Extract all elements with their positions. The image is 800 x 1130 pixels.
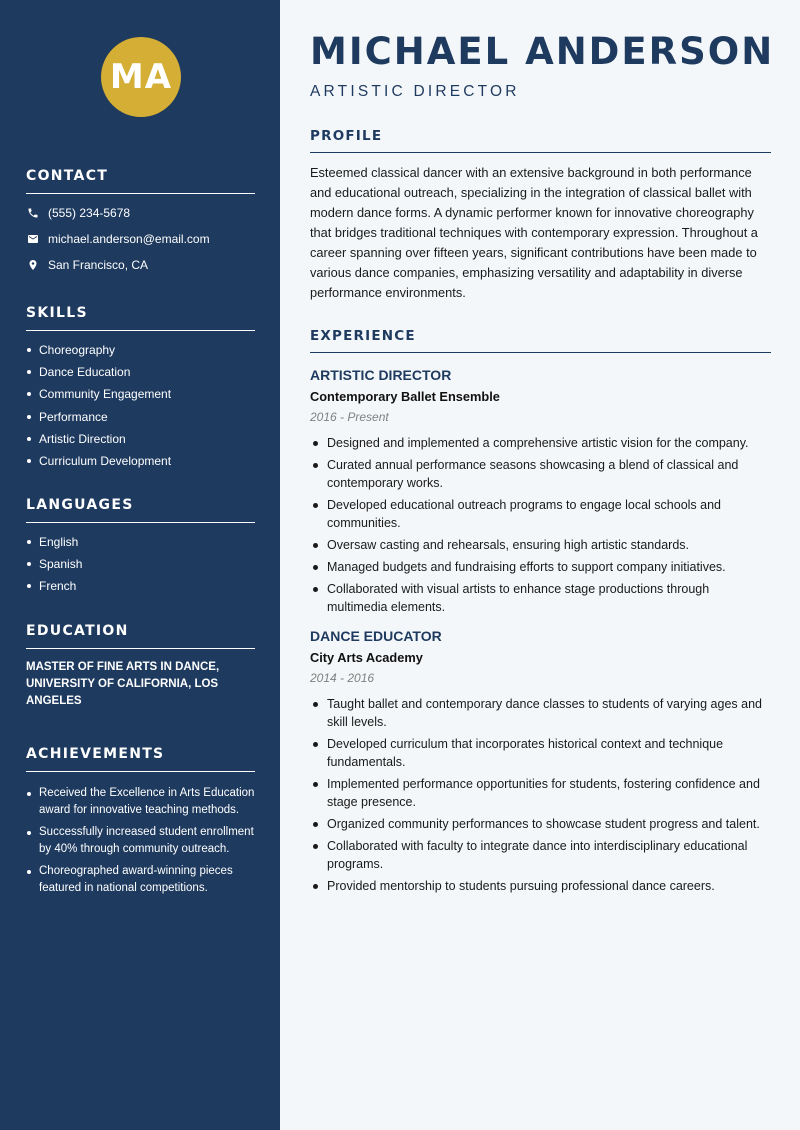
profile-title: PROFILE — [310, 128, 771, 153]
contact-email-text[interactable]: michael.anderson@email.com — [48, 232, 210, 246]
education-title: EDUCATION — [26, 623, 255, 649]
profile-text: Esteemed classical dancer with an extensive background in both performance and educational outreach, specializing in the integration of classical ballet with modern dance forms. A dynamic performer known for innovative choreography that bridges traditional techniques with contemporary expression. Throughout a career spanning over fifteen years, significant contributions have been made to various dance companies, emphasizing versatility and adaptability in diverse performance environments. — [310, 165, 758, 300]
avatar — [101, 37, 181, 117]
job-bullet: Designed and implemented a comprehensive artistic vision for the company. — [310, 434, 771, 452]
job-bullet: Implemented performance opportunities for students, fostering confidence and stage presence. — [310, 775, 771, 811]
contact-section — [26, 168, 255, 278]
job-entry — [310, 628, 771, 895]
job-dates: 2016 - Present — [310, 410, 389, 424]
achievements-list — [26, 785, 255, 897]
location-icon — [26, 258, 40, 272]
job-bullet: Curated annual performance seasons showcasing a blend of classical and contemporary works. — [310, 456, 771, 492]
job-title: ARTISTIC DIRECTOR — [310, 367, 452, 383]
education-degree: MASTER OF FINE ARTS IN DANCE, UNIVERSITY OF CALIFORNIA, LOS ANGELES — [26, 661, 220, 707]
languages-list — [26, 531, 255, 598]
job-bullet: Provided mentorship to students pursuing professional dance careers. — [310, 877, 771, 895]
job-bullet: Developed curriculum that incorporates historical context and technique fundamentals. — [310, 735, 771, 771]
skill-item: Choreography — [26, 339, 255, 361]
sidebar — [0, 0, 280, 1130]
person-name: MICHAEL ANDERSON — [310, 30, 775, 73]
job-bullet: Collaborated with visual artists to enhance stage productions through multimedia elements. — [310, 580, 771, 616]
contact-location-text: San Francisco, CA — [48, 258, 149, 272]
avatar-initials: MA — [109, 57, 173, 97]
language-item: French — [26, 575, 255, 597]
job-bullet: Oversaw casting and rehearsals, ensuring high artistic standards. — [310, 536, 771, 554]
skill-item: Community Engagement — [26, 383, 255, 405]
language-item: English — [26, 531, 255, 553]
job-company: Contemporary Ballet Ensemble — [310, 389, 500, 404]
skill-item: Dance Education — [26, 361, 255, 383]
job-entry — [310, 367, 771, 616]
contact-location — [26, 252, 255, 278]
contact-phone-text[interactable]: (555) 234-5678 — [48, 206, 131, 220]
job-bullets — [310, 434, 771, 616]
skill-item: Curriculum Development — [26, 450, 255, 472]
skills-section — [26, 305, 255, 472]
skill-item: Performance — [26, 406, 255, 428]
job-company: City Arts Academy — [310, 650, 423, 665]
languages-title: LANGUAGES — [26, 497, 255, 523]
language-item: Spanish — [26, 553, 255, 575]
job-title: DANCE EDUCATOR — [310, 628, 442, 644]
languages-section — [26, 497, 255, 598]
email-icon — [26, 232, 40, 246]
job-bullets — [310, 695, 771, 895]
job-bullet: Developed educational outreach programs to engage local schools and communities. — [310, 496, 771, 532]
experience-section — [310, 328, 771, 899]
achievement-item: Choreographed award-winning pieces featured in national competitions. — [26, 863, 255, 897]
contact-email — [26, 226, 255, 252]
job-bullet: Managed budgets and fundraising efforts to support company initiatives. — [310, 558, 771, 576]
contact-phone — [26, 200, 255, 226]
achievements-section — [26, 746, 255, 902]
profile-section — [310, 128, 771, 303]
achievement-item: Successfully increased student enrollment by 40% through community outreach. — [26, 824, 255, 858]
education-section — [26, 623, 255, 710]
job-dates: 2014 - 2016 — [310, 671, 375, 685]
job-bullet: Collaborated with faculty to integrate dance into interdisciplinary educational programs. — [310, 837, 771, 873]
phone-icon — [26, 206, 40, 220]
achievements-title: ACHIEVEMENTS — [26, 746, 255, 772]
skills-list — [26, 339, 255, 472]
job-bullet: Organized community performances to showcase student progress and talent. — [310, 815, 771, 833]
skill-item: Artistic Direction — [26, 428, 255, 450]
contact-title: CONTACT — [26, 168, 255, 194]
achievement-item: Received the Excellence in Arts Education award for innovative teaching methods. — [26, 785, 255, 819]
experience-title: EXPERIENCE — [310, 328, 771, 353]
job-bullet: Taught ballet and contemporary dance classes to students of varying ages and skill levels. — [310, 695, 771, 731]
skills-title: SKILLS — [26, 305, 255, 331]
person-role: ARTISTIC DIRECTOR — [310, 83, 520, 100]
